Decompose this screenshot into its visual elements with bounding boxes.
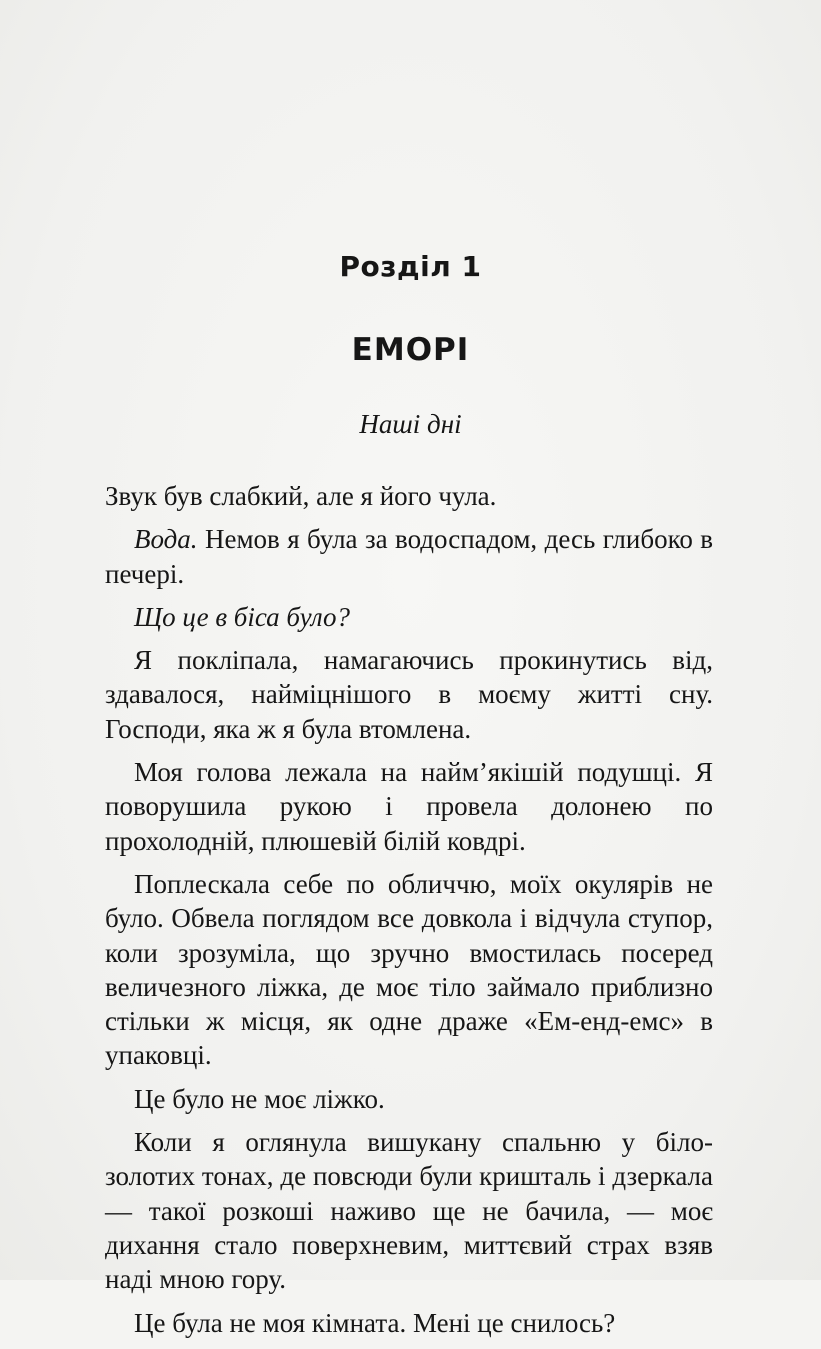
chapter-heading: Розділ 1 xyxy=(339,250,482,283)
paragraph-3-italic: Що це в біса було? xyxy=(134,601,350,632)
chapter-subtitle: Наші дні xyxy=(359,409,462,439)
paragraph-2-text: Немов я була за водоспадом, десь глибоко в печері. xyxy=(105,524,713,589)
paragraph-4: Я покліпала, намагаючись прокинутись від, здавалося, найміцнішого в моєму житті сну. Господи, яка ж я була втомлена. xyxy=(105,645,713,744)
paragraph-1: Звук був слабкий, але я його чула. xyxy=(105,481,497,511)
paragraph-8: Коли я оглянула вишукану спальню у біло-золотих тонах, де повсюди були кришталь і дзеркала — такої розкоші наживо ще не бачила, — моє дихання стало поверхневим, миттєвий страх взяв наді мною гору. xyxy=(105,1127,713,1295)
paragraph-2 xyxy=(105,522,713,591)
paragraph-3 xyxy=(105,600,713,634)
body-text xyxy=(105,479,713,1349)
paragraph-2-italic: Вода. xyxy=(134,524,198,555)
paragraph-6: Поплескала себе по обличчю, моїх окулярів не було. Обвела поглядом все довкола і відчула ступор, коли зрозуміла, що зручно вмостилась посеред величезного ліжка, де моє тіло займало приблизно стільки ж місця, як одне драже «Ем-енд-емс» в упаковці. xyxy=(105,868,713,1071)
paragraph-7: Це було не моє ліжко. xyxy=(134,1083,385,1114)
paragraph-9: Це була не моя кімната. Мені це снилось? xyxy=(134,1307,616,1338)
chapter-title: ЕМОРІ xyxy=(351,332,470,368)
paragraph-5: Моя голова лежала на найм’якішій подушці. Я поворушила рукою і провела долонею по прохолодній, плюшевій білій ковдрі. xyxy=(105,757,713,856)
